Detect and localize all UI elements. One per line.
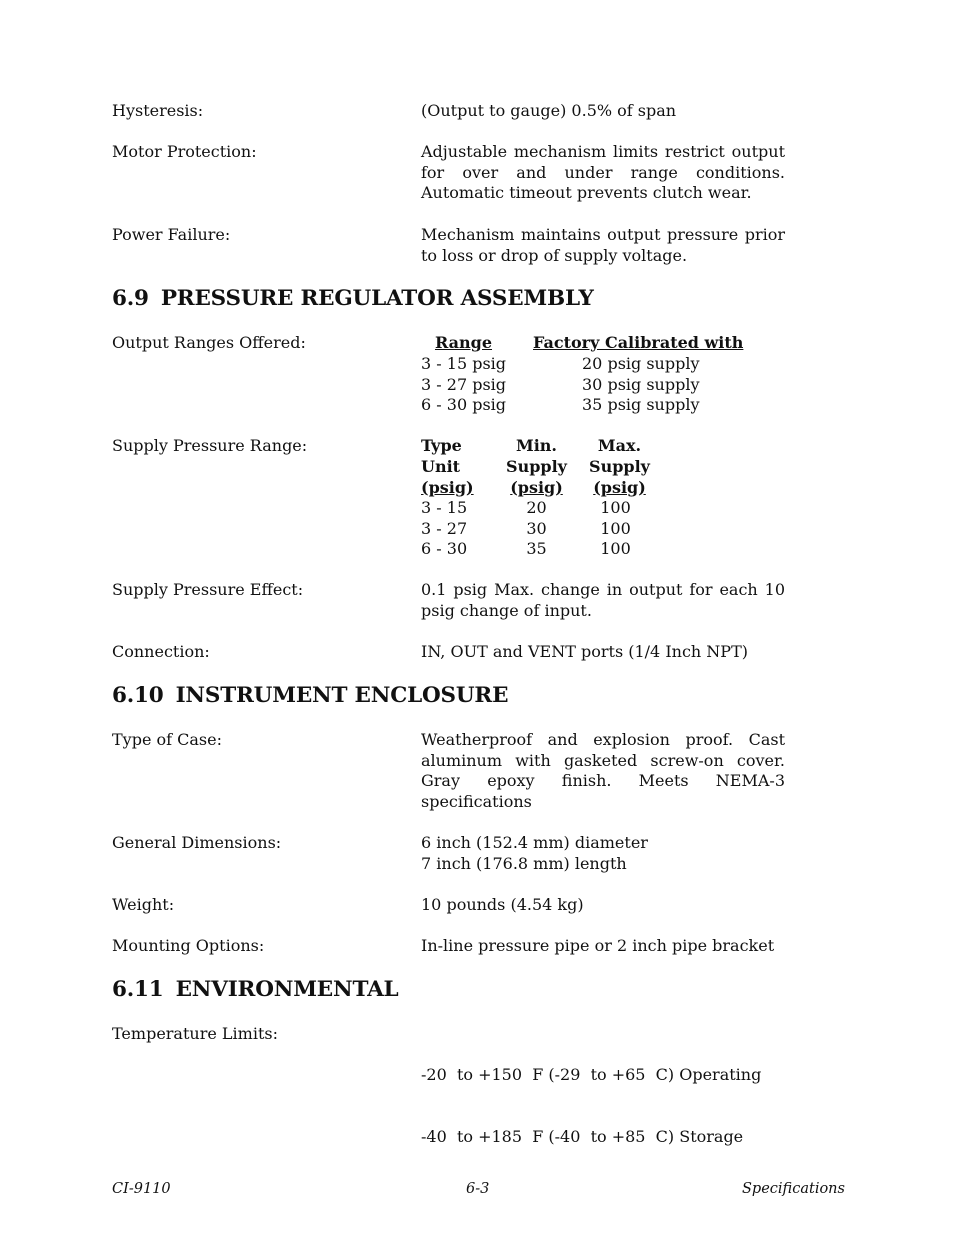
footer-section-name: Specifications bbox=[742, 1181, 845, 1197]
supply-pressure-effect-value bbox=[421, 580, 785, 621]
type-of-case-line-4: specifications bbox=[421, 791, 532, 811]
section-heading-6-9 bbox=[112, 286, 594, 312]
motor-protection-label: Motor Protection: bbox=[112, 142, 257, 161]
table-cell: 3 - 27 psig bbox=[421, 375, 507, 394]
table-cell: 35 bbox=[526, 539, 547, 558]
weight-value bbox=[421, 895, 785, 916]
section-heading-6-10 bbox=[112, 683, 508, 709]
temperature-limits-label: Temperature Limits: bbox=[112, 1024, 278, 1043]
table-cell: 6 - 30 bbox=[421, 539, 468, 558]
connection-label: Connection: bbox=[112, 642, 210, 661]
column-header-range: Range bbox=[434, 333, 493, 352]
mounting-options-value bbox=[421, 936, 785, 957]
table-cell: 30 bbox=[526, 519, 547, 538]
footer-page-number: 6-3 bbox=[466, 1181, 490, 1197]
type-of-case-value bbox=[421, 730, 785, 812]
column-header-type: Unit bbox=[421, 457, 461, 476]
table-cell: 20 psig supply bbox=[582, 354, 700, 373]
table-cell: 100 bbox=[600, 519, 631, 538]
table-cell: 100 bbox=[600, 539, 631, 558]
temperature-line-storage: -40 to +185 F (-40 to +85 C) Storage bbox=[421, 1126, 744, 1146]
section-number: 6.10 bbox=[112, 683, 164, 708]
weight-line: 10 pounds (4.54 kg) bbox=[421, 895, 584, 914]
table-cell: 30 psig supply bbox=[582, 375, 700, 394]
general-dimensions-label: General Dimensions: bbox=[112, 833, 282, 852]
table-cell: 35 psig supply bbox=[582, 395, 700, 414]
section-number: 6.9 bbox=[112, 286, 149, 311]
output-ranges-label: Output Ranges Offered: bbox=[112, 333, 306, 352]
section-number: 6.11 bbox=[112, 977, 164, 1002]
column-header-type: Type bbox=[421, 436, 462, 455]
type-of-case-line-1: Weatherproof and explosion proof. Cast bbox=[421, 730, 785, 749]
dimensions-line-2: 7 inch (176.8 mm) length bbox=[421, 853, 627, 873]
hysteresis-label: Hysteresis: bbox=[112, 101, 204, 120]
table-cell: 20 bbox=[526, 498, 547, 517]
weight-label: Weight: bbox=[112, 895, 175, 914]
power-failure-line-1: Mechanism maintains output pressure prior bbox=[421, 225, 785, 244]
section-title: ENVIRONMENTAL bbox=[175, 977, 399, 1002]
motor-protection-line-1: Adjustable mechanism limits restrict output bbox=[421, 142, 785, 161]
column-header-min: Supply bbox=[506, 457, 567, 476]
power-failure-label: Power Failure: bbox=[112, 225, 231, 244]
supply-pressure-effect-label: Supply Pressure Effect: bbox=[112, 580, 304, 599]
table-cell: 100 bbox=[600, 498, 631, 517]
table-cell: 3 - 27 bbox=[421, 519, 468, 538]
table-cell: 6 - 30 psig bbox=[421, 395, 507, 414]
mounting-line: In-line pressure pipe or 2 inch pipe bracket bbox=[421, 936, 775, 955]
output-ranges-table bbox=[421, 333, 761, 417]
column-header-max: Max. bbox=[597, 436, 642, 455]
motor-protection-value bbox=[421, 142, 785, 204]
motor-protection-line-2: for over and under range conditions. bbox=[421, 162, 785, 182]
type-of-case-line-3: Gray epoxy finish. Meets NEMA-3 bbox=[421, 771, 785, 790]
table-cell: 3 - 15 bbox=[421, 498, 468, 517]
column-header-factory-calibrated: Factory Calibrated with bbox=[533, 333, 744, 352]
footer-document-id: CI-9110 bbox=[112, 1181, 171, 1197]
section-title: PRESSURE REGULATOR ASSEMBLY bbox=[160, 286, 594, 311]
temperature-limits-value bbox=[421, 1024, 785, 1168]
type-of-case-line-2: aluminum with gasketed screw-on cover. bbox=[421, 750, 785, 770]
motor-protection-line-3: Automatic timeout prevents clutch wear. bbox=[421, 183, 752, 202]
table-cell: 3 - 15 psig bbox=[421, 354, 507, 373]
power-failure-value bbox=[421, 225, 785, 266]
column-header-max: (psig) bbox=[593, 478, 646, 497]
connection-line: IN, OUT and VENT ports (1/4 Inch NPT) bbox=[421, 642, 748, 661]
temperature-line-operating: -20 to +150 F (-29 to +65 C) Operating bbox=[421, 1065, 762, 1084]
column-header-max: Supply bbox=[589, 457, 650, 476]
hysteresis-line: (Output to gauge) 0.5% of span bbox=[421, 101, 677, 120]
supply-effect-line-1: 0.1 psig Max. change in output for each 10 bbox=[421, 580, 785, 599]
section-title: INSTRUMENT ENCLOSURE bbox=[175, 683, 509, 708]
power-failure-line-2: to loss or drop of supply voltage. bbox=[421, 245, 688, 265]
supply-effect-line-2: psig change of input. bbox=[421, 600, 592, 620]
column-header-min: (psig) bbox=[510, 478, 563, 497]
connection-value bbox=[421, 642, 785, 663]
mounting-options-label: Mounting Options: bbox=[112, 936, 265, 955]
general-dimensions-value bbox=[421, 833, 785, 874]
column-header-min: Min. bbox=[516, 436, 557, 455]
column-header-type: (psig) bbox=[421, 478, 474, 497]
hysteresis-value bbox=[421, 101, 785, 122]
supply-pressure-range-table bbox=[421, 436, 681, 561]
supply-pressure-range-label: Supply Pressure Range: bbox=[112, 436, 308, 455]
dimensions-line-1: 6 inch (152.4 mm) diameter bbox=[421, 833, 648, 852]
section-heading-6-11 bbox=[112, 977, 398, 1003]
type-of-case-label: Type of Case: bbox=[112, 730, 222, 749]
